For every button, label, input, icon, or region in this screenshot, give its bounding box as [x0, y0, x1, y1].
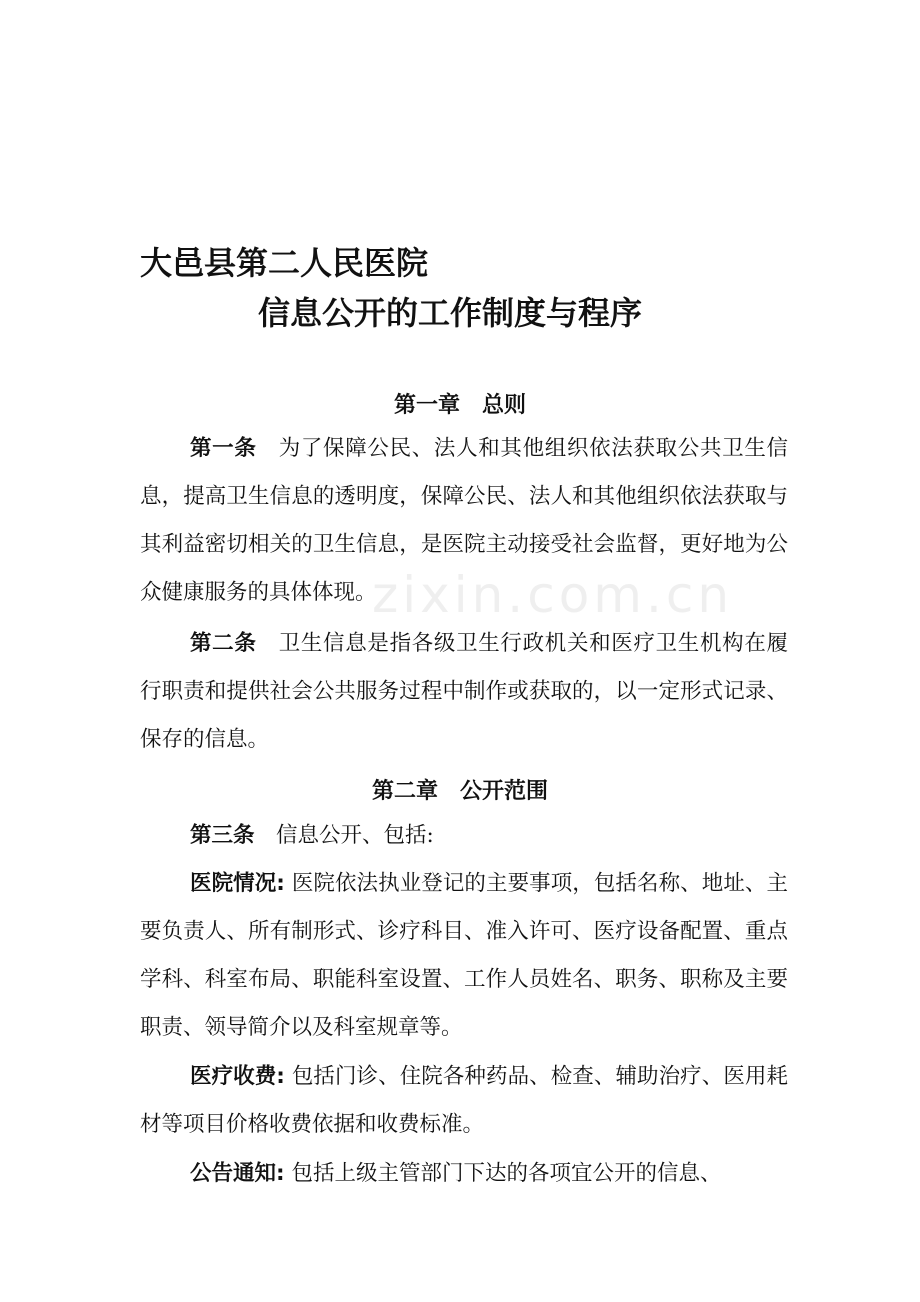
- article-3-label: 第三条: [190, 823, 255, 848]
- item-hospital-info: [140, 860, 788, 1052]
- article-3: [140, 812, 788, 860]
- document-title-subject: 信息公开的工作制度与程序: [258, 294, 643, 332]
- item-notices-text: 包括上级主管部门下达的各项宜公开的信息、: [284, 1161, 722, 1186]
- item-hospital-info-label: 医院情况:: [190, 871, 285, 896]
- watermark: zixin.com.cn: [372, 566, 734, 624]
- article-1: [140, 425, 788, 617]
- item-hospital-info-text: 医院依法执业登记的主要事项，包括名称、地址、主要负责人、所有制形式、诊疗科目、准入许可、医疗设备配置、重点学科、科室布局、职能科室设置、工作人员姓名、职务、职称及主要职责、领导简介以及科室规章等。: [140, 871, 788, 1040]
- item-medical-fees-text: 包括门诊、住院各种药品、检查、辅助治疗、医用耗材等项目价格收费依据和收费标准。: [140, 1064, 788, 1137]
- item-medical-fees-label: 医疗收费:: [190, 1064, 285, 1089]
- article-2-text: 卫生信息是指各级卫生行政机关和医疗卫生机构在履行职责和提供社会公共服务过程中制作或获取的，以一定形式记录、保存的信息。: [140, 631, 788, 752]
- article-3-text: 信息公开、包括:: [254, 823, 434, 848]
- article-1-label: 第一条: [190, 436, 257, 461]
- article-2-label: 第二条: [190, 631, 257, 656]
- chapter-heading-2: 第二章 公开范围: [371, 779, 548, 804]
- document-title-hospital: 大邑县第二人民医院: [140, 244, 429, 282]
- chapter-heading-1: 第一章 总则: [393, 393, 526, 418]
- item-notices: [140, 1150, 788, 1198]
- article-2: [140, 620, 788, 764]
- item-medical-fees: [140, 1053, 788, 1149]
- item-notices-label: 公告通知:: [190, 1161, 285, 1186]
- article-1-text: 为了保障公民、法人和其他组织依法获取公共卫生信息，提高卫生信息的透明度，保障公民、法人和其他组织依法获取与其利益密切相关的卫生信息，是医院主动接受社会监督，更好地为公众健康服务的具体体现。: [140, 436, 788, 605]
